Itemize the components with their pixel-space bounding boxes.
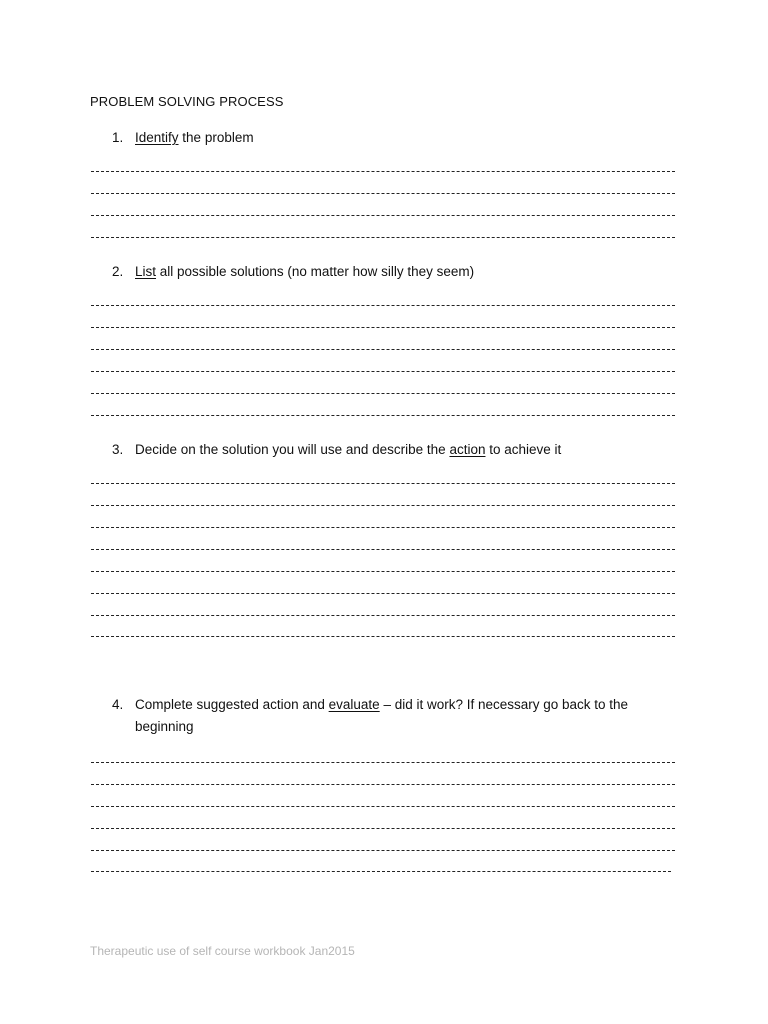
- step-number: 3.: [112, 442, 124, 457]
- answer-line[interactable]: [91, 215, 675, 216]
- step-keyword: Identify: [135, 130, 179, 145]
- answer-line[interactable]: [91, 549, 675, 550]
- answer-line[interactable]: [91, 850, 675, 851]
- answer-line[interactable]: [91, 784, 675, 785]
- step-text-pre: Decide on the solution you will use and describe the: [135, 442, 450, 457]
- step-text: [135, 694, 655, 738]
- page-footer: Therapeutic use of self course workbook Jan2015: [90, 944, 355, 958]
- step-text-post: to achieve it: [489, 442, 562, 457]
- answer-line[interactable]: [91, 636, 675, 637]
- answer-line[interactable]: [91, 327, 675, 328]
- step-text: [135, 261, 655, 283]
- answer-line[interactable]: [91, 615, 675, 616]
- step-number: 1.: [112, 130, 124, 145]
- answer-line[interactable]: [91, 762, 675, 763]
- step-text-post: all possible solutions (no matter how silly they seem): [159, 264, 475, 279]
- step-number: 4.: [112, 697, 124, 712]
- step-keyword: List: [135, 264, 157, 279]
- step-text-post: the problem: [182, 130, 254, 145]
- step-keyword: action: [449, 442, 486, 457]
- answer-line[interactable]: [91, 349, 675, 350]
- answer-line[interactable]: [91, 237, 675, 238]
- answer-line[interactable]: [91, 483, 675, 484]
- answer-line[interactable]: [91, 527, 675, 528]
- answer-line[interactable]: [91, 806, 675, 807]
- answer-line[interactable]: [91, 371, 675, 372]
- answer-line[interactable]: [91, 305, 675, 306]
- step-text-continued: beginning: [135, 719, 194, 734]
- answer-line[interactable]: [91, 171, 675, 172]
- answer-line[interactable]: [91, 393, 675, 394]
- step-text-pre: Complete suggested action and: [135, 697, 329, 712]
- answer-line[interactable]: [91, 505, 675, 506]
- step-keyword: evaluate: [328, 697, 380, 712]
- step-text-post: – did it work? If necessary go back to the: [379, 697, 629, 712]
- step-number: 2.: [112, 264, 124, 279]
- step-text: [135, 439, 655, 461]
- answer-line[interactable]: [91, 415, 675, 416]
- page-title: PROBLEM SOLVING PROCESS: [90, 94, 284, 109]
- step-text: [135, 127, 655, 149]
- answer-line[interactable]: [91, 193, 675, 194]
- answer-line[interactable]: [91, 571, 675, 572]
- answer-line[interactable]: [91, 593, 675, 594]
- answer-line[interactable]: [91, 871, 671, 872]
- answer-line[interactable]: [91, 828, 675, 829]
